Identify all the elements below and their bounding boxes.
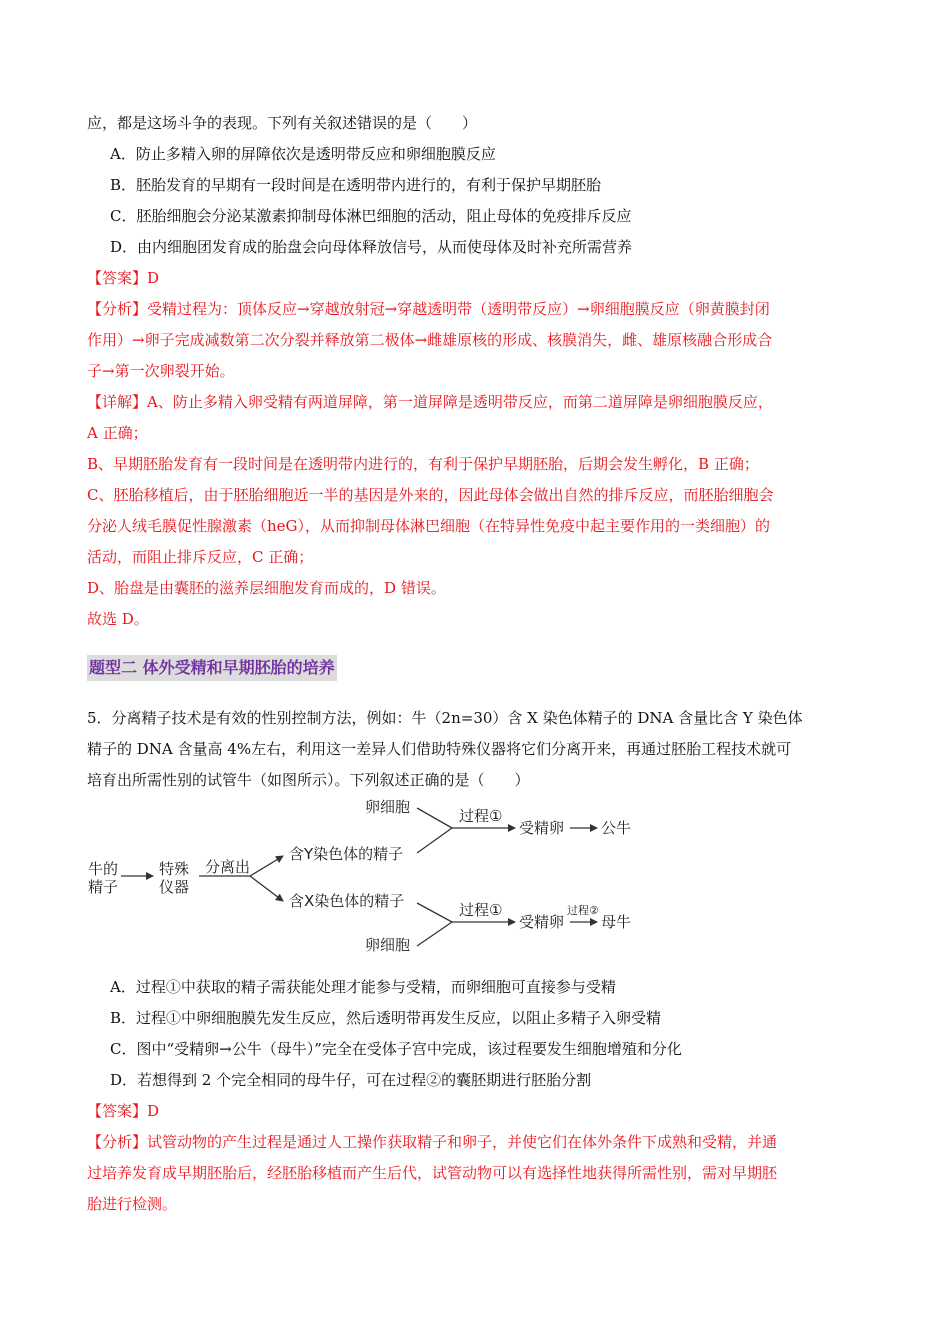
q4-detail-line: C、胚胎移植后，由于胚胎细胞近一半的基因是外来的，因此母体会做出自然的排斥反应，而胚胎细胞会: [87, 486, 774, 504]
q4-option-b: B．胚胎发育的早期有一段时间是在透明带内进行的，有利于保护早期胚胎: [110, 176, 602, 194]
document-page: [87, 108, 863, 1220]
q4-analysis-line: 【分析】受精过程为：顶体反应→穿越放射冠→穿越透明带（透明带反应）→卵细胞膜反应（卵黄膜封闭: [87, 300, 770, 318]
line-xsperm: [417, 903, 452, 922]
q4-detail-line: 分泌人绒毛膜促性腺激素（heG），从而抑制母体淋巴细胞（在特异性免疫中起主要作用的一类细胞）的: [87, 517, 771, 535]
label-egg-bottom: 卵细胞: [365, 936, 411, 954]
q5-option-a: A．过程①中获取的精子需获能处理才能参与受精，而卵细胞可直接参与受精: [110, 978, 616, 996]
q5-stem-line: 5．分离精子技术是有效的性别控制方法，例如：牛（2n=30）含 X 染色体精子的 DNA 含量比含 Y 染色体: [87, 709, 803, 727]
q5-answer: 【答案】D: [87, 1102, 160, 1120]
label-y-sperm: 含Y染色体的精子: [289, 845, 404, 863]
q5-option-c: C．图中“受精卵→公牛（母牛）”完全在受体子宫中完成，该过程要发生细胞增殖和分化: [110, 1040, 682, 1058]
q4-detail-line: 活动，而阻止排斥反应，C 正确；: [87, 548, 314, 566]
arrow-to-y-sperm: [250, 856, 283, 876]
q4-analysis-line: 作用）→卵子完成减数第二次分裂并释放第二极体→雌雄原核的形成、核膜消失，雌、雄原核融合形成合: [87, 331, 773, 349]
arrow-to-x-sperm: [250, 876, 283, 901]
q4-option-d: D．由内细胞团发育成的胎盘会向母体释放信号，从而使母体及时补充所需营养: [110, 238, 633, 256]
label-sperm: 精子: [88, 878, 119, 896]
q5-stem-line: 精子的 DNA 含量高 4%左右，利用这一差异人们借助特殊仪器将它们分离开来，再通过胚胎工程技术就可: [87, 740, 792, 758]
q4-stem: 应，都是这场斗争的表现。下列有关叙述错误的是（ ）: [87, 114, 478, 132]
q5-analysis-line: 胎进行检测。: [87, 1195, 178, 1213]
q4-detail-line: 【详解】A、防止多精入卵受精有两道屏障，第一道屏障是透明带反应，而第二道屏障是卵细胞膜反应，: [87, 393, 773, 411]
q4-detail-line: D、胎盘是由囊胚的滋养层细胞发育而成的，D 错误。: [87, 579, 446, 597]
label-process1: 过程①: [459, 807, 503, 825]
label-x-sperm: 含X染色体的精子: [289, 892, 405, 910]
line-ysperm: [417, 828, 452, 853]
q5-option-d: D．若想得到 2 个完全相同的母牛仔，可在过程②的囊胚期进行胚胎分割: [110, 1071, 592, 1089]
sperm-sorting-diagram: [87, 798, 687, 966]
label-bull: 公牛: [601, 819, 632, 837]
q4-detail-line: A 正确；: [87, 424, 148, 442]
label-cow: 母牛: [601, 913, 632, 931]
q5-analysis-line: 过培养发育成早期胚胎后，经胚胎移植而产生后代，试管动物可以有选择性地获得所需性别，需对早期胚: [87, 1164, 778, 1182]
q4-option-c: C．胚胎细胞会分泌某激素抑制母体淋巴细胞的活动，阻止母体的免疫排斥反应: [110, 207, 632, 225]
label-sperm: 牛的: [88, 860, 119, 878]
q5-stem-line: 培育出所需性别的试管牛（如图所示）。下列叙述正确的是（ ）: [87, 771, 530, 789]
label-process1: 过程①: [459, 901, 503, 919]
label-separate: 分离出: [205, 858, 251, 876]
q4-analysis-line: 子→第一次卵裂开始。: [87, 362, 235, 380]
label-zygote: 受精卵: [519, 913, 565, 931]
label-process2: 过程②: [567, 904, 599, 917]
label-device: 仪器: [159, 878, 190, 896]
section-heading: 题型二 体外受精和早期胚胎的培养: [87, 655, 337, 681]
q4-option-a: A．防止多精入卵的屏障依次是透明带反应和卵细胞膜反应: [110, 145, 496, 163]
q5-analysis-line: 【分析】试管动物的产生过程是通过人工操作获取精子和卵子，并使它们在体外条件下成熟和受精，并通: [87, 1133, 778, 1151]
q5-option-b: B．过程①中卵细胞膜先发生反应，然后透明带再发生反应，以阻止多精子入卵受精: [110, 1009, 662, 1027]
label-device: 特殊: [159, 860, 190, 878]
label-zygote: 受精卵: [519, 819, 565, 837]
label-egg-top: 卵细胞: [365, 798, 411, 816]
q4-detail-line: B、早期胚胎发育有一段时间是在透明带内进行的，有利于保护早期胚胎，后期会发生孵化，B 正确；: [87, 455, 759, 473]
line-egg-bottom: [417, 922, 452, 946]
line-egg-top: [417, 808, 452, 828]
q4-answer: 【答案】D: [87, 269, 160, 287]
q4-detail-line: 故选 D。: [87, 610, 149, 628]
